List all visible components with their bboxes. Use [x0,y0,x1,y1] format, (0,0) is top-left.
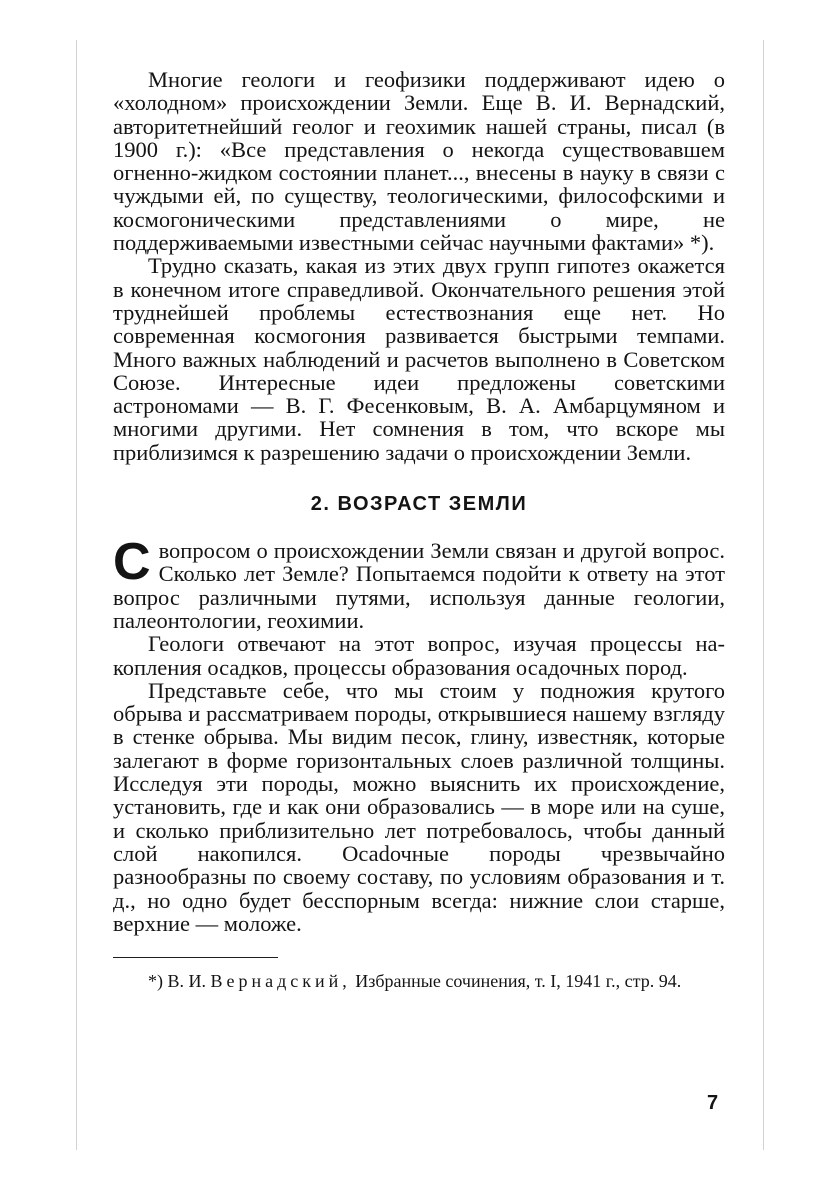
page-edge-left [76,40,77,1150]
paragraph-earth-age-intro-text: вопросом о происхождении Земли связан и другой вопрос. Сколько лет Земле? Попытаемся подойти к ответу на этот вопрос различными путями, используя данные геологии, палеонтологии, геохимии. [113,538,725,633]
page-body [113,68,725,992]
page-edge-right [763,40,764,1150]
drop-cap-letter: С [113,533,151,592]
paragraph-earth-age-intro [113,533,725,633]
section-heading: 2. ВОЗРАСТ ЗЕМЛИ [310,493,528,516]
footnote-marker: *) В. И. [148,971,206,992]
paragraph-cliff-layers: Представьте себе, что мы стоим у подножия крутого обрыва и рассматриваем породы, открывшиеся нашему взгляду в стенке обрыва. Мы видим песок, глину, известняк, которые залегают в форме горизонтальных слоев различной толщины. Исследуя эти породы, можно выяснить их происхождение, установить, где и как они образовались — в море или на суше, и сколько приблизительно лет потребовалось, чтобы данный слой накопился. Осаdочные породы чрезвычайно разнообразны по своему составу, по условиям образования и т. д., но одно будет бесспорным всегда: нижние слои старше, верхние — моложе. [113,677,725,936]
paragraph-geologists: Геологи отвечают на этот вопрос, изучая процессы накопления осадков, процессы образования осадочных пород. [113,631,725,680]
footnote-citation: Избранные сочинения, т. I, 1941 г., стр. 94. [355,971,682,992]
page-number: 7 [707,1092,719,1114]
paragraph-hypotheses: Трудно сказать, какая из этих двух групп гипотез окажется в конечном итоге справедливой. Окончательного решения этой труднейшей проблемы естествознания еще нет. Но современная космогония развивается быстрыми темпами. Много важных наблюдений и расчетов выполнено в Советском Союзе. Интересные идеи предложены советскими астрономами — В. Г. Фесенковым, В. А. Амбарцумяном и многими другими. Нет сомнения в том, что вскоре мы приблизимся к разрешению задачи о происхождении Земли. [113,253,725,465]
footnote [113,970,725,992]
footnote-author: Вернадский, [210,971,351,992]
footnote-divider [113,957,278,958]
paragraph-cold-origin: Многие геологи и геофизики поддерживают идею о «холодном» происхождении Земли. Еще В. И. Вернадский, авторитетнейший геолог и геохимик нашей страны, писал (в 1900 г.): «Все представления о некогда существовавшем огненно-жидком состоянии планет..., внесены в науку в связи с чуждыми ей, по существу, теологическими, философскими и космогоническими представлениями о мире, не поддерживаемыми известными сейчас научными фактами» *). [113,67,725,256]
